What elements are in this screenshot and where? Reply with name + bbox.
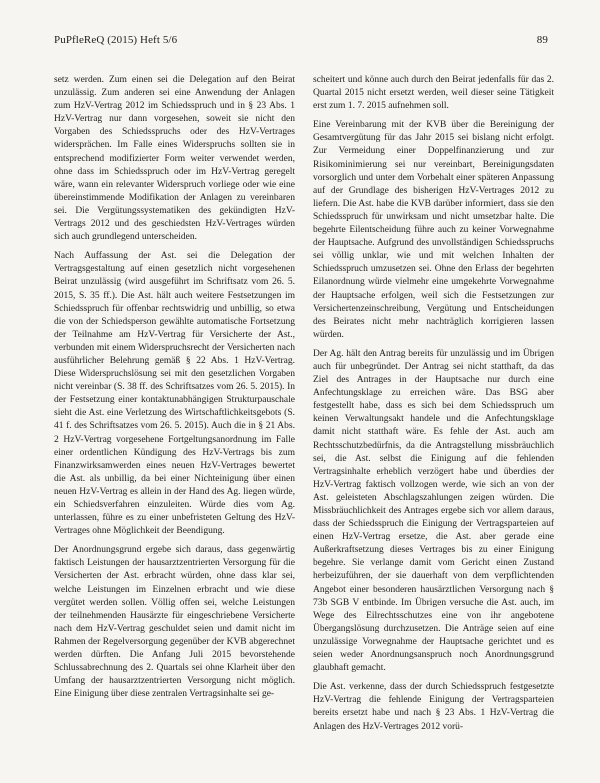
journal-citation: PuPfleReQ (2015) Heft 5/6 <box>54 34 178 46</box>
right-column <box>313 74 554 740</box>
paragraph: Nach Auffassung der Ast. sei die Delegation der Vertragsgestaltung auf einen gesetzlich nicht vorgesehenen Beirat unzulässig (wird ausgeführt im Schriftsatz vom 26. 5. 2015, S. 35 ff.). Die Ast. hält auch weitere Festsetzungen im Schiedsspruch für offenbar rechtswidrig und unbillig, so etwa die von der Schiedsperson gewählte automatische Fortsetzung der Teilnahme am HzV-Vertrag für Versicherte der Ast., verbunden mit einem Widerspruchsrecht der Versicherten nach ausführlicher Belehrung gemäß § 22 Abs. 1 HzV-Vertrag. Diese Widerspruchslösung sei mit den gesetzlichen Vorgaben nicht vereinbar (S. 38 ff. des Schriftsatzes vom 26. 5. 2015). In der Festsetzung einer kontaktunabhängigen Strukturpauschale sieht die Ast. eine Verletzung des Wirtschaftlichkeitsgebots (S. 41 f. des Schriftsatzes vom 26. 5. 2015). Auch die in § 21 Abs. 2 HzV-Vertrag vorgesehene Fortgeltungsanordnung im Falle einer ordentlichen Kündigung des HzV-Vertrags bis zum Finanzwirksamwerden eines neuen HzV-Vertrages bewertet die Ast. als unbillig, da bei einer Nichteinigung über einen neuen HzV-Vertrag es allein in der Hand des Ag. liegen würde, ein Schiedsverfahren einzuleiten. Würde dies vom Ag. unterlassen, führe es zu einer unbefristeten Geltung des HzV-Vertrages ohne Möglichkeit der Beendigung. <box>54 251 295 537</box>
left-column <box>54 74 295 707</box>
paragraph: Der Anordnungsgrund ergebe sich daraus, dass gegenwärtig faktisch Leistungen der hausarztzentrierten Versorgung für die Versicherten der Ast. erbracht würden, ohne dass klar sei, welche Leistungen im Einzelnen erbracht und wie diese vergütet werden sollen. Völlig offen sei, welche Leistungen der teilnehmenden Hausärzte für eingeschriebene Versicherte nach dem HzV-Vertrag geschuldet seien und damit nicht im Rahmen der Regelversorgung gegenüber der KVB abgerechnet werden dürften. Die Anfang Juli 2015 bevorstehende Schlussabrechnung des 2. Quartals sei ohne Klarheit über den Umfang der hausarztzentrierten Versorgung nicht möglich. Eine Einigung über diese zentralen Vertragsinhalte sei ge- <box>54 545 295 700</box>
paragraph: Eine Vereinbarung mit der KVB über die Bereinigung der Gesamtvergütung für das Jahr 2015 sei bislang nicht erfolgt. Zur Vermeidung einer Doppelfinanzierung und zur Risikominimierung sei nur vereinbart, Bereinigungsdaten vorsorglich und unter dem Vorbehalt einer späteren Anpassung auf der Grundlage des bisherigen HzV-Vertrages 2012 zu liefern. Die Ast. habe die KVB darüber informiert, dass sie den Schiedsspruch für unwirksam und nicht umsetzbar halte. Die begehrte Eilentscheidung führe auch zu keiner Vorwegnahme der Hauptsache. Aufgrund des unvollständigen Schiedsspruchs sei völlig unklar, wie und mit welchen Inhalten der Schiedsspruch umzusetzen sei. Ohne den Erlass der begehrten Eilanordnung würde vielmehr eine umgekehrte Vorwegnahme der Hauptsache erfolgen, weil sich die Festsetzungen zur Versichertenzeinschreibung, Vergütung und Entscheidungen des Beirates nicht mehr nachträglich korrigieren lassen würden. <box>313 120 554 340</box>
paragraph: setz werden. Zum einen sei die Delegation auf den Beirat unzulässig. Zum anderen sei eine Anwendung der Anlagen zum HzV-Vertrag 2012 im Schiedsspruch und in § 23 Abs. 1 HzV-Vertrag nur dann vorgesehen, soweit sie nicht den Vorgaben des Schiedsspruchs oder des HzV-Vertrages widersprächen. Im Falle eines Widerspruchs sollten sie in entsprechend modifizierter Form weiter verwendet werden, ohne dass im Schiedsspruch oder im HzV-Vertrag geregelt wäre, wann ein relevanter Widerspruch vorliege oder wie eine übereinstimmende Modifikation der Anlagen zu vereinbaren sei. Die Vergütungssystematiken des gekündigten HzV-Vertrags 2012 und des geschiedsten HzV-Vertrages würden sich auch grundlegend unterscheiden. <box>54 75 295 243</box>
running-header <box>54 34 548 46</box>
paragraph: scheitert und könne auch durch den Beirat jedenfalls für das 2. Quartal 2015 nicht ersetzt werden, weil dieser seine Tätigkeit erst zum 1. 7. 2015 aufnehmen soll. <box>313 75 554 112</box>
paragraph: Der Ag. hält den Antrag bereits für unzulässig und im Übrigen auch für unbegründet. Der Antrag sei nicht statthaft, da das Ziel des Antrages in der Hauptsache nur durch eine Anfechtungsklage zu erreichen wäre. Das BSG aber festgestellt habe, dass es sich bei dem Schiedsspruch um keinen Verwaltungsakt handele und die Anfechtungsklage damit nicht statthaft wäre. Es fehle der Ast. auch am Rechtsschutzbedürfnis, da die Antragstellung missbräuchlich sei, die Ast. selbst die Einigung auf die fehlenden Vertragsinhalte erheblich verzögert habe und überdies der HzV-Vertrag faktisch vollzogen werde, wie sich an von der Ast. geleisteten Abschlagszahlungen zeigen würden. Die Missbräuchlichkeit des Antrages ergebe sich vor allem daraus, dass der Schiedsspruch die Einigung der Vertragsparteien auf einen HzV-Vertrag ersetze, die Ast. aber gerade eine Außerkraftsetzung dieses Vertrages bis zu einer Einigung begehre. Sie verlange damit vom Gericht einen Zustand herbeizuführen, der sie dauerhaft von dem verpflichtenden Angebot einer besonderen hausärztlichen Versorgung nach § 73b SGB V entbinde. Im Übrigen versuche die Ast. auch, im Wege des Eilrechtsschutzes eine von ihr angebotene Übergangslösung durchzusetzen. Die Anträge seien auf eine unzulässige Vorwegnahme der Hauptsache gerichtet und es seien weder Anordnungsanspruch noch Anordnungsgrund glaubhaft gemacht. <box>313 348 554 674</box>
page-number: 89 <box>536 34 548 46</box>
paragraph: Die Ast. verkenne, dass der durch Schiedsspruch festgesetzte HzV-Vertrag die fehlende Einigung der Vertragsparteien bereits ersetzt habe und nach § 23 Abs. 1 HzV-Vertrag die Anlagen des HzV-Vertrages 2012 vorü- <box>313 682 554 732</box>
